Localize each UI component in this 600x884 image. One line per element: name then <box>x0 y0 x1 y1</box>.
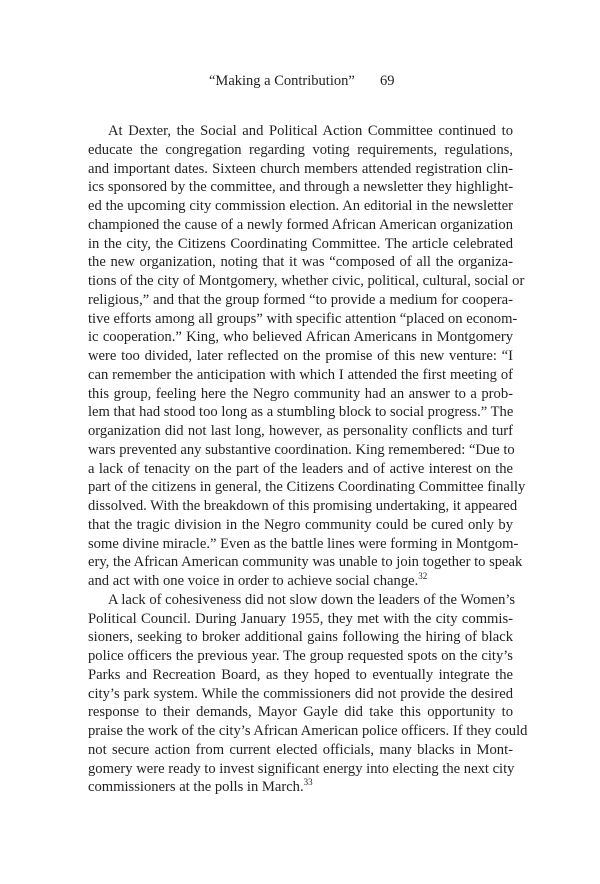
paragraph <box>88 591 528 797</box>
text-line: A lack of cohesiveness did not slow down the leaders of the Women’s <box>108 591 516 608</box>
text-line: ery, the African American community was unable to join together to speak <box>88 554 523 571</box>
text-line: not secure action from current elected officials, many blacks in Mont- <box>88 741 513 758</box>
text-line: lem that had stood too long as a stumbling block to social progress.” The <box>88 404 514 421</box>
paragraph <box>88 122 526 591</box>
text-line: commissioners at the polls in March.$^{33}$ <box>88 777 313 796</box>
text-line: and act with one voice in order to achieve social change.$^{32}$ <box>88 571 428 589</box>
text-line: dissolved. With the breakdown of this promising undertaking, it appeared <box>88 498 518 514</box>
running-title: “Making a Contribution” <box>209 73 355 89</box>
text-line: Political Council. During January 1955, they met with the city commis- <box>88 610 513 627</box>
footnote-reference: 33 <box>303 777 313 788</box>
text-line: At Dexter, the Social and Political Action Committee continued to <box>108 123 513 139</box>
text-line: and important dates. Sixteen church members attended registration clin- <box>88 160 513 177</box>
text-line: wars prevented any substantive coordination. King remembered: “Due to <box>88 441 515 458</box>
text-line: praise the work of the city’s African American police officers. If they could <box>88 723 528 739</box>
footnote-reference: 32 <box>418 571 428 581</box>
text-line: sioners, seeking to broker additional gains following the hiring of black <box>88 629 513 646</box>
text-line: gomery were ready to invest significant energy into electing the next city <box>88 760 515 777</box>
text-line: ics sponsored by the committee, and through a newsletter they highlight- <box>88 179 514 196</box>
text-line: ed the upcoming city commission election. An editorial in the newsletter <box>88 198 513 214</box>
text-line: some divine miracle.” Even as the battle lines were forming in Montgom- <box>88 535 519 552</box>
text-line: Parks and Recreation Board, as they hoped to eventually integrate the <box>88 666 513 683</box>
text-line: police officers the previous year. The group requested spots on the city’s <box>88 648 513 664</box>
text-line: ic cooperation.” King, who believed African Americans in Montgomery <box>88 329 513 346</box>
page-number: 69 <box>380 73 395 89</box>
text-line: religious,” and that the group formed “to provide a medium for coopera- <box>88 291 513 308</box>
text-line: organization did not last long, however, as personality conflicts and turf <box>88 423 513 439</box>
text-line: were too divided, later reflected on the promise of this new venture: “I <box>88 348 513 364</box>
text-line: tions of the city of Montgomery, whether civic, political, cultural, social or <box>88 273 525 289</box>
text-line: city’s park system. While the commissioners did not provide the desired <box>88 685 513 702</box>
text-line: part of the citizens in general, the Citizens Coordinating Committee finally <box>88 479 526 496</box>
text-line: can remember the anticipation with which I attended the first meeting of <box>88 366 513 383</box>
text-line: in the city, the Citizens Coordinating Committee. The article celebrated <box>88 235 513 252</box>
text-line: the new organization, noting that it was “composed of all the organiza- <box>88 254 513 271</box>
body-text <box>88 122 528 797</box>
text-line: this group, feeling here the Negro community had an answer to a prob- <box>88 385 513 402</box>
text-line: educate the congregation regarding voting requirements, regulations, <box>88 141 513 158</box>
text-line: response to their demands, Mayor Gayle did take this opportunity to <box>88 704 513 721</box>
text-line: a lack of tenacity on the part of the leaders and of active interest on the <box>88 460 513 477</box>
text-line: tive efforts among all groups” with specific attention “placed on econom- <box>88 310 518 327</box>
text-line: championed the cause of a newly formed African American organization <box>88 216 513 233</box>
text-line: that the tragic division in the Negro community could be cured only by <box>88 516 513 533</box>
